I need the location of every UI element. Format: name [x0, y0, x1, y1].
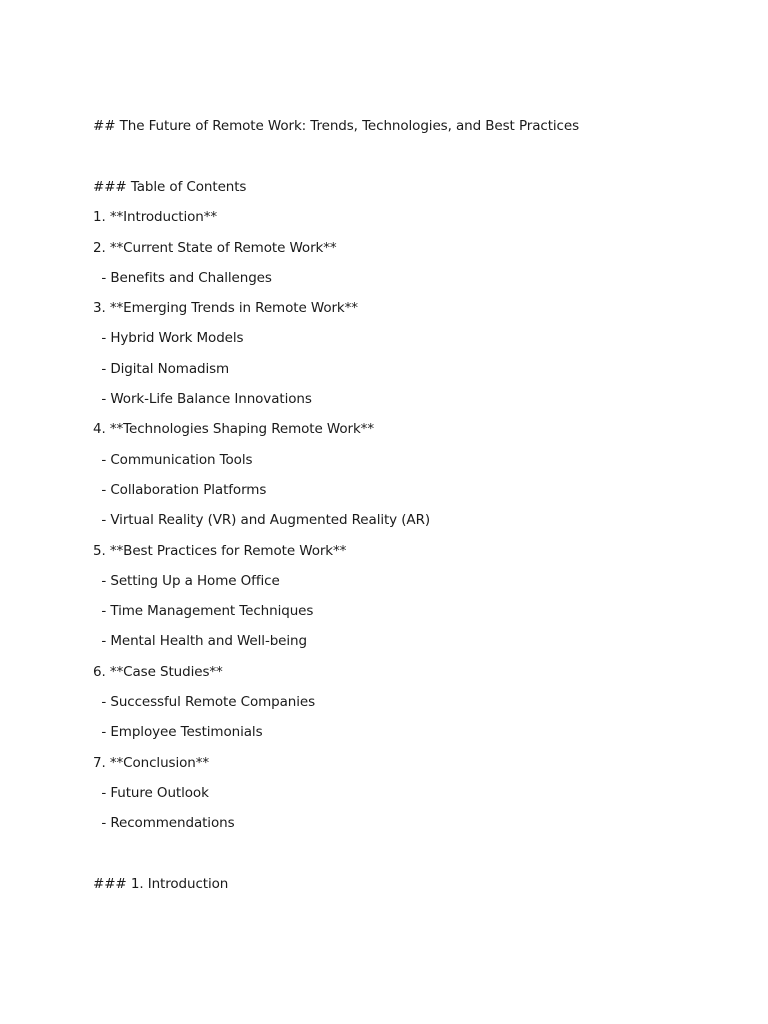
toc-subitem: - Employee Testimonials: [93, 724, 263, 741]
toc-subitem: - Future Outlook: [93, 784, 209, 801]
toc-list: [93, 208, 768, 833]
toc-subitem: - Mental Health and Well-being: [93, 633, 307, 650]
toc-item: 7. **Conclusion**: [93, 754, 210, 771]
toc-subitem: - Digital Nomadism: [93, 360, 230, 377]
toc-subitem: - Work-Life Balance Innovations: [93, 391, 312, 408]
toc-subitem: - Virtual Reality (VR) and Augmented Reality (AR): [93, 512, 431, 529]
section-heading: ### 1. Introduction: [93, 876, 229, 893]
toc-item: 4. **Technologies Shaping Remote Work**: [93, 421, 374, 438]
toc-item: 5. **Best Practices for Remote Work**: [93, 542, 347, 559]
toc-subitem: - Recommendations: [93, 815, 235, 832]
document-title: ## The Future of Remote Work: Trends, Technologies, and Best Practices: [93, 118, 580, 134]
toc-subitem: - Successful Remote Companies: [93, 694, 316, 711]
toc-subitem: - Setting Up a Home Office: [93, 572, 280, 589]
toc-subitem: - Time Management Techniques: [93, 603, 314, 620]
toc-heading: ### Table of Contents: [93, 179, 247, 195]
toc-item: 1. **Introduction**: [93, 209, 218, 226]
toc-subitem: - Benefits and Challenges: [93, 269, 272, 286]
toc-subitem: - Hybrid Work Models: [93, 330, 244, 347]
toc-subitem: - Collaboration Platforms: [93, 481, 267, 498]
toc-subitem: - Communication Tools: [93, 451, 253, 468]
toc-item: 2. **Current State of Remote Work**: [93, 239, 337, 256]
toc-item: 6. **Case Studies**: [93, 663, 223, 680]
toc-item: 3. **Emerging Trends in Remote Work**: [93, 300, 358, 317]
